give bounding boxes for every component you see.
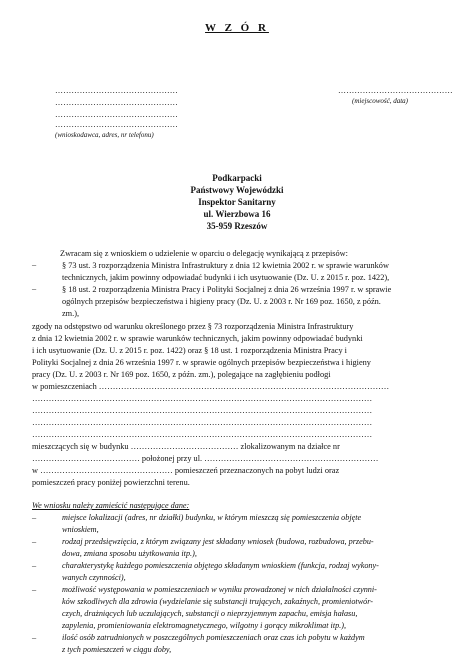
body-line-6: w pomieszczeniach …………………………………………………………………………………………… xyxy=(32,382,390,391)
addressee-line-4: ul. Wierzbowa 16 xyxy=(203,209,271,219)
fill-line: …………………………………………………………………………………………………………… xyxy=(32,418,373,427)
addressee-line-2: Państwowy Wojewódzki xyxy=(190,185,284,195)
body-line-1: zgody na odstępstwo od warunku określonego przez § 73 rozporządzenia Ministra Infrastruktury xyxy=(32,322,354,331)
bullet-dash: – xyxy=(32,561,37,570)
attachment-2-line-2: dowa, zmiana sposobu użytkowania itp.), xyxy=(62,549,197,558)
addressee-line-5: 35-959 Rzeszów xyxy=(206,221,268,231)
legal-item-1-line-2: technicznych, jakim powinny odpowiadać budynki i ich usytuowanie (Dz. U. z 2015 r. poz. 1422), xyxy=(62,273,390,282)
attachment-4-line-4: zapylenia, promieniowania elektromagnetycznego, wilgotny i gorący mikroklimat itp.), xyxy=(62,621,347,630)
attachment-4-line-1: możliwość występowania w pomieszczeniach w wyniku prowadzonej w nich działalności czynni- xyxy=(62,585,377,594)
body-line-3: i ich usytuowanie (Dz. U. z 2015 r. poz. 1422) oraz § 18 ust. 1 rozporządzenia Ministra Pracy i xyxy=(32,346,347,355)
legal-item-2-line-3: zm.), xyxy=(62,309,80,318)
place-date-caption: (miejscowość, data) xyxy=(352,97,408,105)
body-line-street: ………………………………… położonej przy ul. ……………………………………………………… xyxy=(32,454,379,463)
bullet-dash: – xyxy=(32,585,37,594)
body-line-end: pomieszczeń pracy poniżej powierzchni terenu. xyxy=(32,478,190,487)
intro-text: Zwracam się z wnioskiem o udzielenie w oparciu o delegację wynikającą z przepisów: xyxy=(60,249,348,258)
legal-item-2-line-1: § 18 ust. 2 rozporządzenia Ministra Pracy i Polityki Socjalnej z dnia 26 września 1997 r. w sprawie xyxy=(62,285,392,294)
attachment-3-line-1: charakterystykę każdego pomieszczenia objętego składanym wnioskiem (funkcja, rodzaj wykony- xyxy=(62,561,379,570)
applicant-line-2: ……………………………………… xyxy=(55,98,178,107)
bullet-dash: – xyxy=(32,513,37,522)
attachment-4-line-3: czych, drażniących lub uczulających, substancji o nieprzyjemnym zapachu, emisja hałasu, xyxy=(62,609,358,618)
applicant-line-3: ……………………………………… xyxy=(55,110,178,119)
fill-line: …………………………………………………………………………………………………………… xyxy=(32,430,373,439)
body-line-5: pracy (Dz. U. z 2003 r. Nr 169 poz. 1650, z późn. zm.), polegające na zagłębieniu podłogi xyxy=(32,370,331,379)
bullet-dash: – xyxy=(32,537,37,546)
place-date-line: …………………………………… xyxy=(338,86,453,95)
body-line-city: w ………………………………………… pomieszczeń przeznaczonych na pobyt ludzi oraz xyxy=(32,466,340,475)
attachments-heading: We wniosku należy zamieścić następujące dane: xyxy=(32,501,190,510)
addressee-line-3: Inspektor Sanitarny xyxy=(198,197,276,207)
body-line-building: mieszczących się w budynku ………………………………… zlokalizowanym na działce nr xyxy=(32,442,340,451)
fill-line: …………………………………………………………………………………………………………… xyxy=(32,406,373,415)
attachment-4-line-2: ków szkodliwych dla zdrowia (wydzielanie się substancji trujących, zakaźnych, promieniotwór- xyxy=(62,597,373,606)
applicant-line-4: ……………………………………… xyxy=(55,120,178,129)
legal-item-1-line-1: § 73 ust. 3 rozporządzenia Ministra Infrastruktury z dnia 12 kwietnia 2002 r. w sprawie warunków xyxy=(62,261,389,270)
body-line-4: Polityki Socjalnej z dnia 26 września 1997 r. w sprawie ogólnych przepisów bezpieczeństwa i higieny xyxy=(32,358,371,367)
document-title: W Z Ó R xyxy=(205,22,269,34)
attachment-3-line-2: wanych czynności), xyxy=(62,573,126,582)
attachment-5-line-2: z tych pomieszczeń w ciągu doby, xyxy=(62,645,172,654)
attachment-1-line-1: miejsce lokalizacji (adres, nr działki) budynku, w którym mieszczą się pomieszczenia objęte xyxy=(62,513,362,522)
attachment-2-line-1: rodzaj przedsięwzięcia, z którym związany jest składany wniosek (budowa, rozbudowa, przebu- xyxy=(62,537,374,546)
body-line-2: z dnia 12 kwietnia 2002 r. w sprawie warunków technicznych, jakim powinny odpowiadać budynki xyxy=(32,334,363,343)
legal-item-2-line-2: ogólnych przepisów bezpieczeństwa i higieny pracy (Dz. U. z 2003 r. Nr 169 poz. 1650, z późn. xyxy=(62,297,381,306)
attachment-1-line-2: wnioskiem, xyxy=(62,525,99,534)
bullet-dash: – xyxy=(32,633,37,642)
attachment-5-line-1: ilość osób zatrudnionych w poszczególnych pomieszczeniach oraz czas ich pobytu w każdym xyxy=(62,633,365,642)
applicant-line-1: ……………………………………… xyxy=(55,86,178,95)
applicant-caption: (wnioskodawca, adres, nr telefonu) xyxy=(55,131,154,139)
fill-line: …………………………………………………………………………………………………………… xyxy=(32,394,373,403)
addressee-line-1: Podkarpacki xyxy=(212,173,262,183)
bullet-dash: – xyxy=(32,260,37,269)
bullet-dash: – xyxy=(32,284,37,293)
